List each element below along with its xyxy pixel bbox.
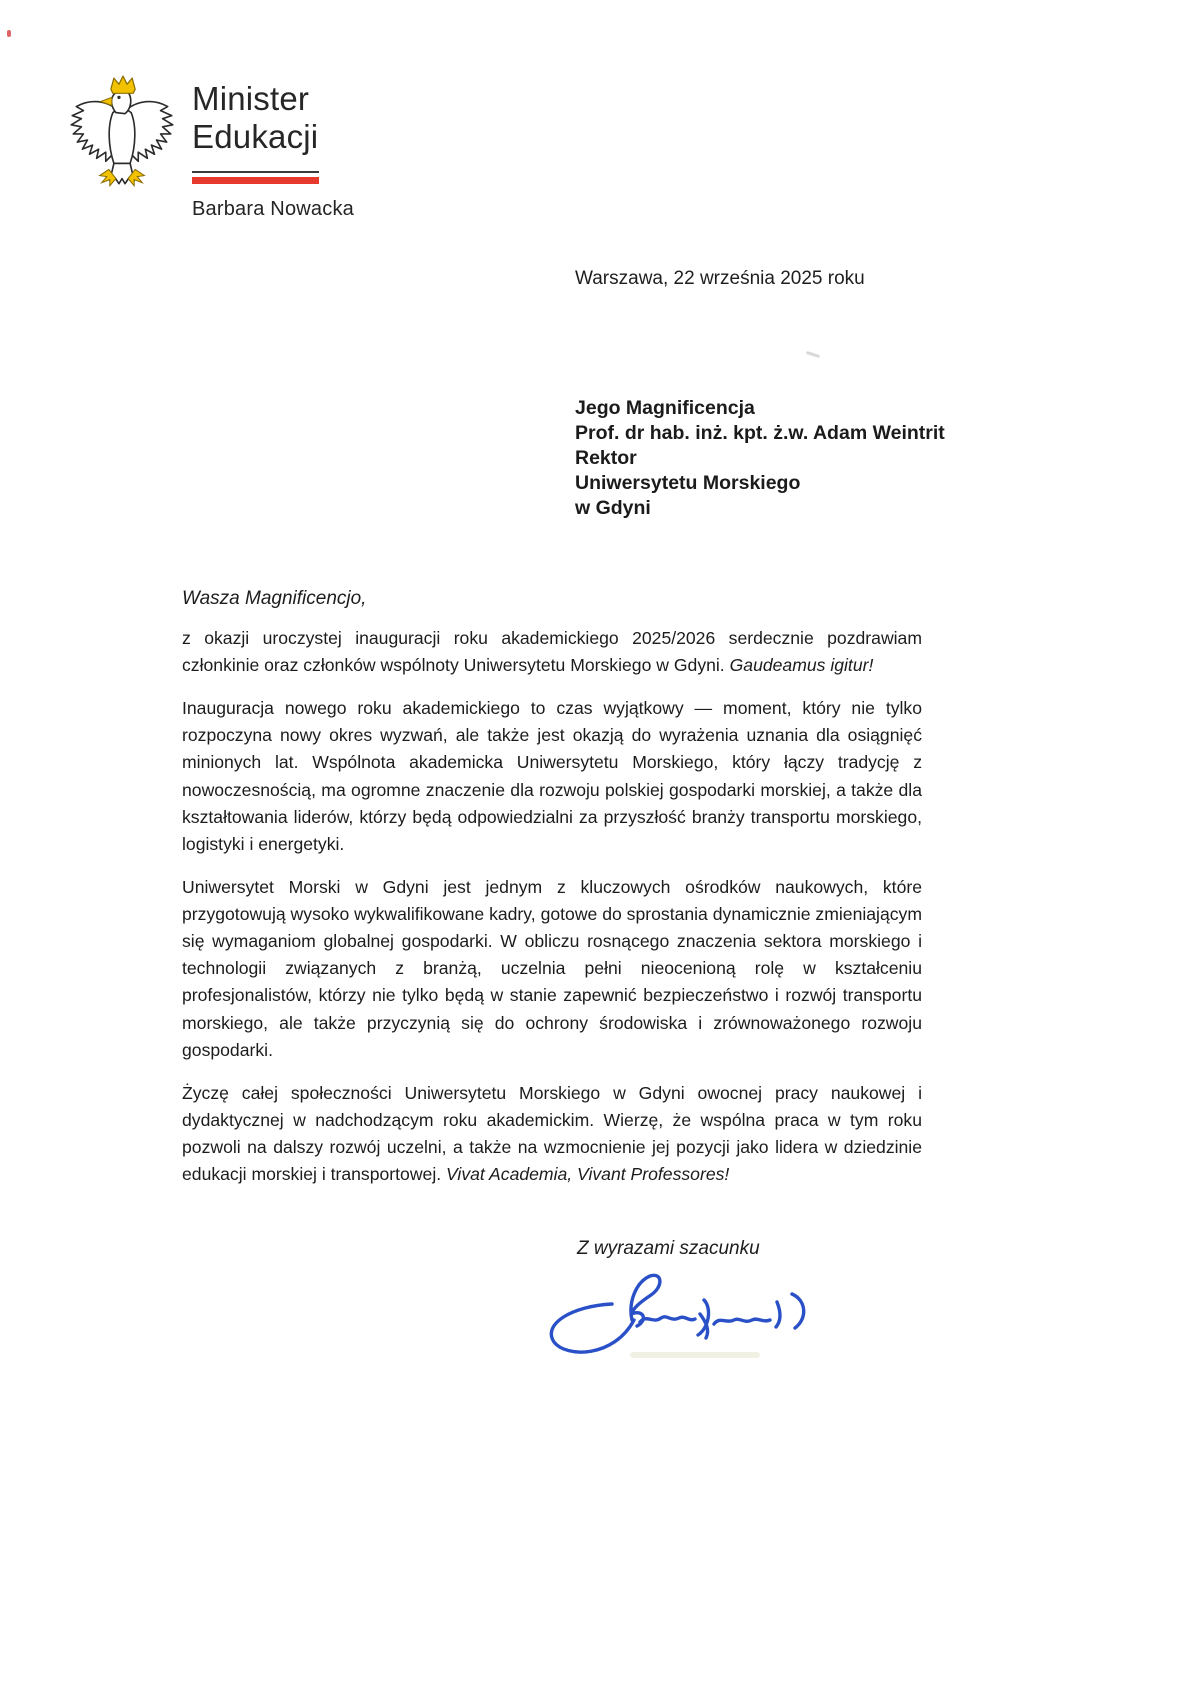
paragraph-4-text: Życzę całej społeczności Uniwersytetu Morskiego w Gdyni owocnej pracy naukowej i dydaktycznej w nadchodzącym roku akademickim. Wierzę, że wspólna praca w tym roku pozwoli na dalszy rozwój uczelni, a także na wzmocnienie jej pozycji jako lidera w dziedzinie edukacji morskiej i transportowej. [182, 1082, 922, 1185]
paragraph-2-text: Inauguracja nowego roku akademickiego to czas wyjątkowy — moment, który nie tylko rozpoczyna nowy okres wyzwań, ale także jest okazją do wyrażenia uznania dla osiągnięć minionych lat. Wspólnota akademicka Uniwersytetu Morskiego, który łączy tradycję z nowoczesnością, ma ogromne znaczenie dla rozwoju polskiej gospodarki morskiej, a także dla kształtowania liderów, którzy będą odpowiedzialni za przyszłość branży transportu morskiego, logistyki i energetyki. [182, 697, 922, 854]
ministry-title-line2: Edukacji [192, 118, 319, 155]
recipient-line: Rektor [575, 447, 637, 469]
paragraph-3-text: Uniwersytet Morski w Gdyni jest jednym z kluczowych ośrodków naukowych, które przygotowują wysoko wykwalifikowane kadry, gotowe do sprostania dynamicznie zmieniającym się wymaganiom globalnej gospodarki. W obliczu rosnącego znaczenia sektora morskiego i technologii związanych z branżą, uczelnia pełni nieocenioną rolę w kształceniu profesjonalistów, którzy nie tylko będą w stanie zapewnić bezpieczeństwo i rozwój transportu morskiego, ale także przyczynią się do ochrony środowiska i zrównoważonego rozwoju gospodarki. [182, 876, 922, 1060]
recipient-line: Uniwersytetu Morskiego [575, 472, 801, 494]
ministry-logotype [192, 80, 392, 156]
paragraph-1-italic: Gaudeamus igitur! [729, 655, 874, 676]
paragraph-1-text: z okazji uroczystej inauguracji roku akademickiego 2025/2026 serdecznie pozdrawiam członkinie oraz członków wspólnoty Uniwersytetu Morskiego w Gdyni. [182, 628, 922, 676]
salutation: Wasza Magnificencjo, [182, 588, 367, 609]
recipient-line: Prof. dr hab. inż. kpt. ż.w. Adam Weintrit [575, 422, 945, 444]
paragraph-4-italic: Vivat Academia, Vivant Professores! [446, 1164, 730, 1185]
letterhead-gray-rule [192, 171, 319, 173]
polish-eagle-emblem-icon [64, 72, 180, 204]
scan-speck [806, 351, 820, 358]
recipient-line: Jego Magnificencja [575, 397, 755, 419]
dateline: Warszawa, 22 września 2025 roku [575, 268, 865, 289]
paragraph-3 [182, 874, 922, 1064]
minister-name: Barbara Nowacka [192, 198, 354, 220]
paragraph-2 [182, 695, 922, 858]
letterhead-red-rule [192, 177, 319, 184]
letter-body [182, 588, 922, 1204]
ministry-title-line1: Minister [192, 80, 310, 117]
handwritten-signature-icon [534, 1262, 814, 1372]
paragraph-1 [182, 625, 922, 679]
closing-phrase: Z wyrazami szacunku [577, 1238, 760, 1259]
recipient-block [575, 396, 945, 521]
scan-speck [7, 30, 11, 37]
paragraph-4 [182, 1080, 922, 1189]
recipient-line: w Gdyni [575, 497, 651, 519]
